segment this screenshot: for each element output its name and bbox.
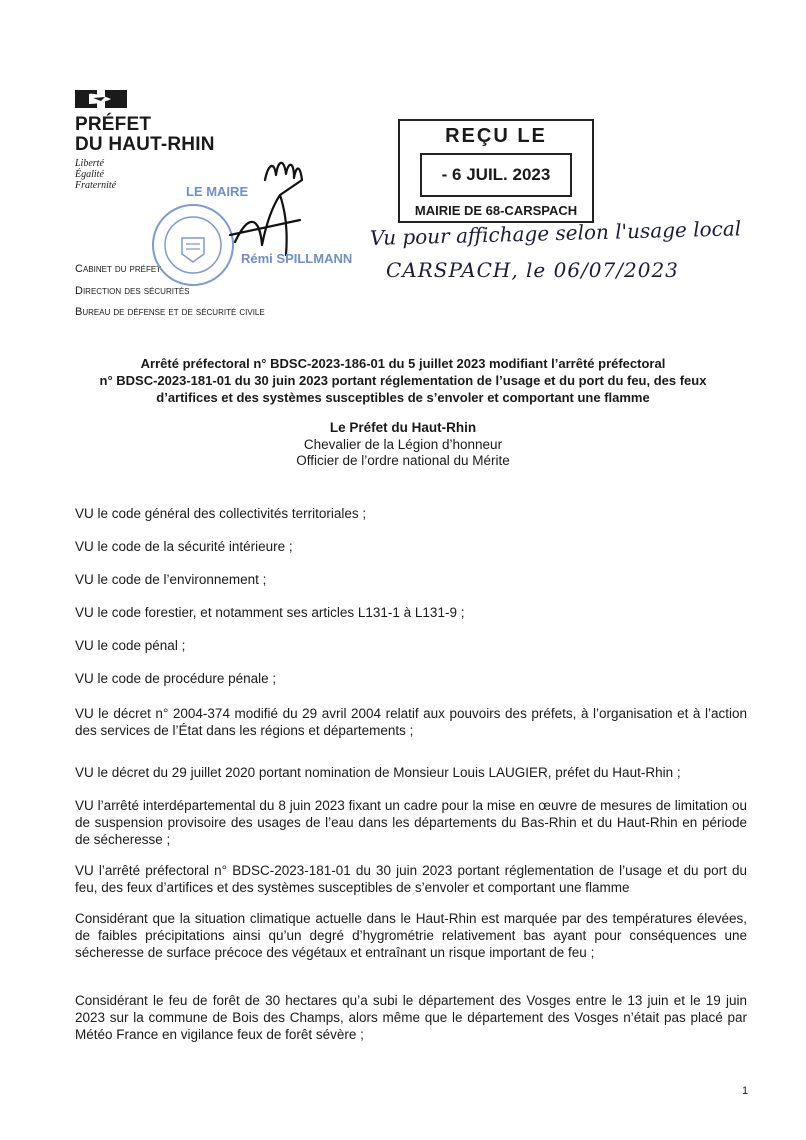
stamp-date: - 6 JUIL. 2023 bbox=[420, 153, 572, 197]
service-bureau: Bureau de défense et de sécurité civile bbox=[75, 306, 265, 318]
prefet-honor-2: Officier de l’ordre national du Mérite bbox=[296, 453, 510, 468]
paragraph: Considérant que la situation climatique actuelle dans le Haut-Rhin est marquée par des températures élevées, de faibles précipitations ainsi qu’un degré d’hygrométrie relativement bas ayant pour conséquences une sécheresse de surface précoce des végétaux et entraînant un risque important de feu ; bbox=[75, 911, 747, 960]
republic-motto: Liberté Égalité Fraternité bbox=[75, 158, 117, 191]
paragraph: VU le code de l’environnement ; bbox=[75, 572, 267, 587]
handwritten-posting-note bbox=[369, 216, 742, 286]
stamp-title: REÇU LE bbox=[445, 125, 547, 147]
paragraph: VU le code général des collectivités territoriales ; bbox=[75, 506, 367, 521]
paragraph: VU le code pénal ; bbox=[75, 638, 186, 653]
mayor-name: Rémi SPILLMANN bbox=[241, 251, 353, 266]
handwritten-line-1: Vu pour affichage selon l'usage local bbox=[369, 216, 742, 250]
paragraph: VU le code de la sécurité intérieure ; bbox=[75, 539, 293, 554]
stamp-mairie: MAIRIE DE 68-CARSPACH bbox=[414, 203, 578, 218]
handwritten-line-2: CARSPACH, le 06/07/2023 bbox=[386, 258, 679, 282]
paragraph: VU le décret n° 2004-374 modifié du 29 avril 2004 relatif aux pouvoirs des préfets, à l’organisation et à l’action des services de l’État dans les régions et départements ; bbox=[75, 706, 747, 738]
prefet-name: Le Préfet du Haut-Rhin bbox=[329, 420, 477, 435]
paragraph: VU l’arrêté préfectoral n° BDSC-2023-181-01 du 30 juin 2023 portant réglementation de l’usage et du port du feu, des feux d’artifices et des systèmes susceptibles de s’envoler et comportant une flamme bbox=[75, 863, 747, 895]
prefet-honor-1: Chevalier de la Légion d’honneur bbox=[303, 436, 503, 452]
service-cabinet: Cabinet du préfet bbox=[75, 263, 162, 275]
paragraph: VU le décret du 29 juillet 2020 portant nomination de Monsieur Louis LAUGIER, préfet du Haut-Rhin ; bbox=[75, 765, 681, 780]
marianne-logo-icon bbox=[75, 90, 127, 108]
paragraph: VU le code de procédure pénale ; bbox=[75, 671, 277, 686]
service-direction: Direction des sécurités bbox=[75, 284, 190, 297]
paragraph: VU l’arrêté interdépartemental du 8 juin 2023 fixant un cadre pour la mise en œuvre de mesures de limitation ou de suspension provisoire des usages de l’eau dans les départements du Bas-Rhin et du Haut-Rhin en période de sécheresse ; bbox=[75, 798, 747, 847]
arrete-title: Arrêté préfectoral n° BDSC-2023-186-01 du 5 juillet 2023 modifiant l’arrêté préfectoral n° BDSC-2023-181-01 du 30 juin 2023 portant réglementation de l’usage et du port du feu, des feux d’artifices et des systèmes susceptibles de s’envoler et comportant une flamme bbox=[99, 356, 707, 405]
prefet-signatory-block bbox=[60, 420, 746, 470]
paragraph: Considérant le feu de forêt de 30 hectares qu’a subi le département des Vosges entre le 13 juin et le 19 juin 2023 sur la commune de Bois des Champs, alors même que le département des Vosges n’était pas placé par Météo France en vigilance feux de forêt sévère ; bbox=[75, 993, 747, 1042]
mayor-label: LE MAIRE bbox=[186, 184, 249, 199]
page-number: 1 bbox=[742, 1085, 749, 1097]
received-stamp bbox=[398, 119, 594, 223]
paragraph: VU le code forestier, et notamment ses articles L131-1 à L131-9 ; bbox=[75, 605, 465, 620]
prefect-title: PRÉFET DU HAUT-RHIN bbox=[75, 114, 215, 155]
